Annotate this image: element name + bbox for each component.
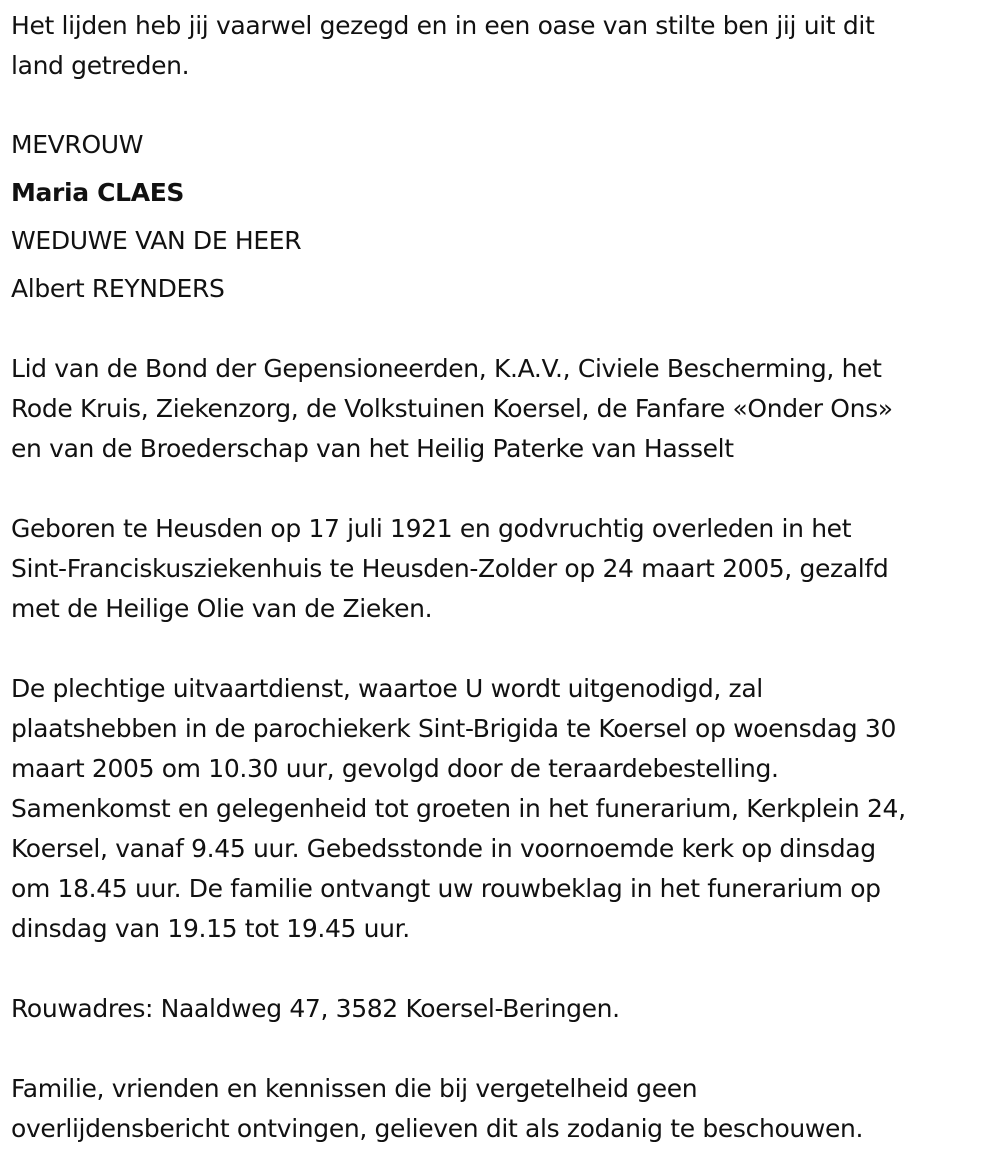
text-line: maart 2005 om 10.30 uur, gevolgd door de teraardebestelling. xyxy=(11,754,779,783)
text-line: dinsdag van 19.15 tot 19.45 uur. xyxy=(11,914,410,943)
text-line: Geboren te Heusden op 17 juli 1921 en godvruchtig overleden in het xyxy=(11,514,852,543)
text-line: land getreden. xyxy=(11,51,190,80)
text-line: Sint-Franciskusziekenhuis te Heusden-Zolder op 24 maart 2005, gezalfd xyxy=(11,554,889,583)
text-line: Rode Kruis, Ziekenzorg, de Volkstuinen Koersel, de Fanfare «Onder Ons» xyxy=(11,394,893,423)
person-title: MEVROUW xyxy=(11,130,144,159)
text-line: De plechtige uitvaartdienst, waartoe U wordt uitgenodigd, zal xyxy=(11,674,763,703)
person-name: Maria CLAES xyxy=(11,178,185,207)
text-line: Lid van de Bond der Gepensioneerden, K.A.V., Civiele Bescherming, het xyxy=(11,354,882,383)
mourning-address: Rouwadres: Naaldweg 47, 3582 Koersel-Beringen. xyxy=(11,994,620,1023)
text-line: overlijdensbericht ontvingen, gelieven dit als zodanig te beschouwen. xyxy=(11,1114,864,1143)
text-line: met de Heilige Olie van de Zieken. xyxy=(11,594,433,623)
text-line: om 18.45 uur. De familie ontvangt uw rouwbeklag in het funerarium op xyxy=(11,874,881,903)
text-line: Familie, vrienden en kennissen die bij vergetelheid geen xyxy=(11,1074,698,1103)
text-line: en van de Broederschap van het Heilig Paterke van Hasselt xyxy=(11,434,734,463)
text-line: Het lijden heb jij vaarwel gezegd en in een oase van stilte ben jij uit dit xyxy=(11,11,875,40)
person-relation: WEDUWE VAN DE HEER xyxy=(11,226,302,255)
text-line: plaatshebben in de parochiekerk Sint-Brigida te Koersel op woensdag 30 xyxy=(11,714,897,743)
text-line: Samenkomst en gelegenheid tot groeten in het funerarium, Kerkplein 24, xyxy=(11,794,906,823)
spouse-name: Albert REYNDERS xyxy=(11,274,225,303)
text-line: Koersel, vanaf 9.45 uur. Gebedsstonde in voornoemde kerk op dinsdag xyxy=(11,834,876,863)
